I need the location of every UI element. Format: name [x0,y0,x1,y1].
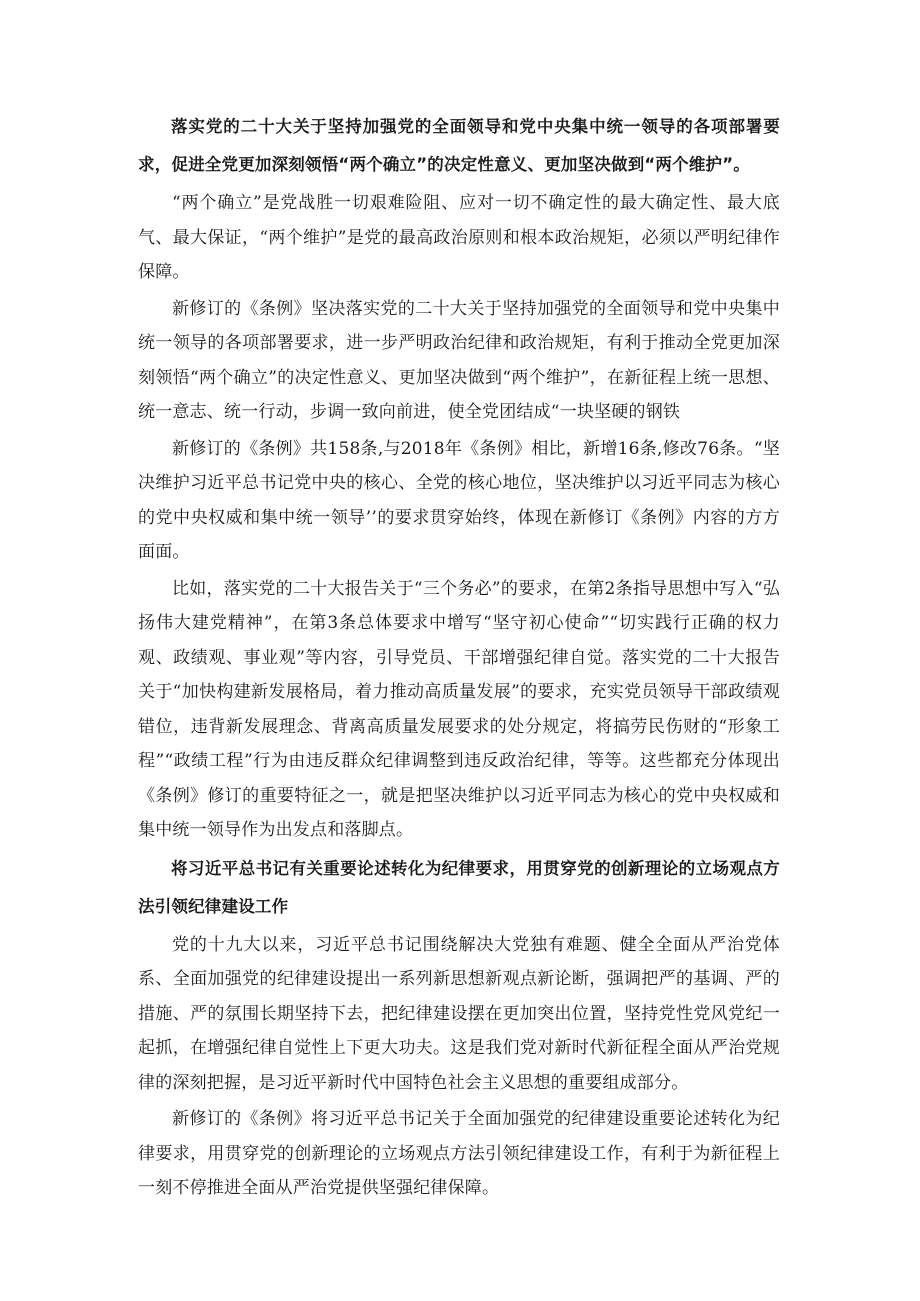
paragraph-6: 新修订的《条例》将习近平总书记关于全面加强党的纪律建设重要论述转化为纪律要求，用贯穿党的创新理论的立场观点方法引领纪律建设工作，有利于为新征程上一刻不停推进全面从严治党提供坚强纪律保障。 [138,1109,780,1198]
paragraph-5: 党的十九大以来，习近平总书记围绕解决大党独有难题、健全全面从严治党体系、全面加强党的纪律建设提出一系列新思想新观点新论断，强调把严的基调、严的措施、严的氛围长期坚持下去，把纪律建设摆在更加突出位置，坚持党性党风党纪一起抓，在增强纪律自觉性上下更大功夫。这是我们党对新时代新征程全面从严治党规律的深刻把握，是习近平新时代中国特色社会主义思想的重要组成部分。 [138,934,780,1093]
paragraph-1: “两个确立”是党战胜一切艰难险阻、应对一切不确定性的最大确定性、最大底气、最大保证，“两个维护”是党的最高政治原则和根本政治规矩，必须以严明纪律作保障。 [138,193,780,282]
section-heading-2: 将习近平总书记有关重要论述转化为纪律要求，用贯穿党的创新理论的立场观点方法引领纪律建设工作 [138,858,780,916]
paragraph-4: 比如，落实党的二十大报告关于“三个务必”的要求，在第2条指导思想中写入“弘扬伟大建党精神”，在第3条总体要求中增写“坚守初心使命”“切实践行正确的权力观、政绩观、事业观”等内容，引导党员、干部增强纪律自觉。落实党的二十大报告关于“加快构建新发展格局，着力推动高质量发展”的要求，充实党员领导干部政绩观错位，违背新发展理念、背离高质量发展要求的处分规定，将搞劳民伤财的“形象工程”“政绩工程”行为由违反群众纪律调整到违反政治纪律，等等。这些都充分体现出《条例》修订的重要特征之一，就是把坚决维护以习近平同志为核心的党中央权威和集中统一领导作为出发点和落脚点。 [138,578,780,840]
paragraph-3: 新修订的《条例》共158条,与2018年《条例》相比，新增16条,修改76条。“坚决维护习近平总书记党中央的核心、全党的核心地位，坚决维护以习近平同志为核心的党中央权威和集中统一领导’’的要求贯穿始终，体现在新修订《条例》内容的方方面面。 [138,438,780,562]
section-heading-1: 落实党的二十大关于坚持加强党的全面领导和党中央集中统一领导的各项部署要求，促进全党更加深刻领悟“两个确立”的决定性意义、更加坚决做到“两个维护”。 [138,117,780,174]
document-body [138,108,780,1206]
paragraph-2: 新修订的《条例》坚决落实党的二十大关于坚持加强党的全面领导和党中央集中统一领导的各项部署要求，进一步严明政治纪律和政治规矩，有利于推动全党更加深刻领悟“两个确立”的决定性意义、更加坚决做到“两个维护”，在新征程上统一思想、统一意志、统一行动，步调一致向前进，使全党团结成“一块坚硬的钢铁 [138,298,780,422]
